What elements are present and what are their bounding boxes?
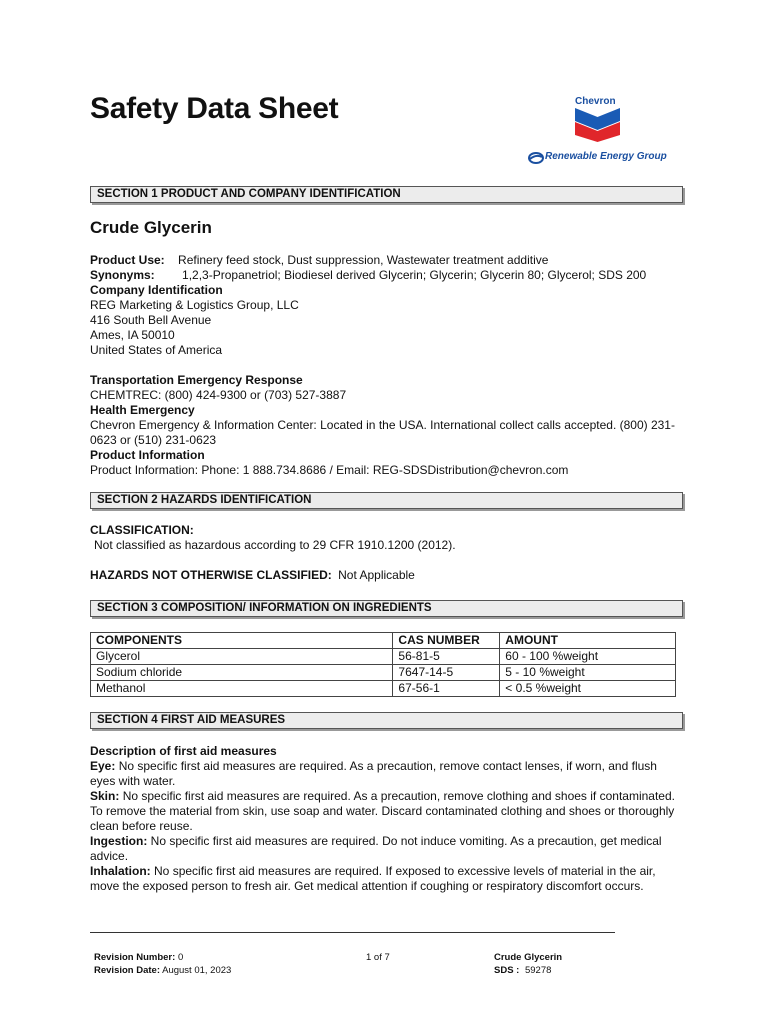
revision-number: Revision Number: 0 bbox=[94, 952, 184, 963]
table-header-row bbox=[91, 633, 676, 649]
table-cell: Sodium chloride bbox=[91, 665, 393, 681]
revision-date: Revision Date: August 01, 2023 bbox=[94, 965, 232, 976]
product-use-label: Product Use: bbox=[90, 253, 165, 267]
section-1-heading: SECTION 1 PRODUCT AND COMPANY IDENTIFICATION bbox=[90, 186, 683, 203]
inhalation-label: Inhalation: bbox=[90, 864, 151, 878]
hnoc-label: HAZARDS NOT OTHERWISE CLASSIFIED: bbox=[90, 568, 332, 582]
skin-value: No specific first aid measures are required. As a precaution, remove clothing and shoes if contaminated. To remove the material from skin, use soap and water. Discard contaminated clothing and shoes or thoroughly clean before reuse. bbox=[90, 789, 675, 833]
product-info-label: Product Information bbox=[90, 448, 205, 462]
product-use-value: Refinery feed stock, Dust suppression, Wastewater treatment additive bbox=[178, 253, 549, 267]
skin-paragraph bbox=[90, 789, 680, 834]
table-cell: 60 - 100 %weight bbox=[500, 649, 676, 665]
table-cell: 67-56-1 bbox=[393, 681, 500, 697]
transport-label: Transportation Emergency Response bbox=[90, 373, 303, 387]
synonyms-line bbox=[90, 268, 646, 283]
ingestion-label: Ingestion: bbox=[90, 834, 148, 848]
ingestion-value: No specific first aid measures are required. Do not induce vomiting. As a precaution, get medical advice. bbox=[90, 834, 662, 863]
address-line: United States of America bbox=[90, 343, 223, 357]
inhalation-paragraph bbox=[90, 864, 680, 894]
product-info-value: Product Information: Phone: 1 888.734.8686 / Email: REG-SDSDistribution@chevron.com bbox=[90, 463, 569, 477]
classification-value: Not classified as hazardous according to 29 CFR 1910.1200 (2012). bbox=[94, 538, 456, 552]
eye-value: No specific first aid measures are required. As a precaution, remove contact lenses, if worn, and flush eyes with water. bbox=[90, 759, 657, 788]
eye-label: Eye: bbox=[90, 759, 116, 773]
footer-divider bbox=[90, 932, 615, 933]
health-label: Health Emergency bbox=[90, 403, 195, 417]
table-cell: 7647-14-5 bbox=[393, 665, 500, 681]
description-label: Description of first aid measures bbox=[90, 744, 277, 758]
hnoc-value: Not Applicable bbox=[338, 568, 415, 582]
skin-label: Skin: bbox=[90, 789, 120, 803]
hnoc-line bbox=[90, 568, 415, 583]
table-cell: < 0.5 %weight bbox=[500, 681, 676, 697]
company-logo bbox=[520, 92, 670, 172]
ingestion-paragraph bbox=[90, 834, 680, 864]
chevron-wordmark: Chevron bbox=[575, 96, 616, 107]
company-id-label: Company Identification bbox=[90, 283, 223, 297]
reg-swoosh-icon bbox=[528, 152, 544, 164]
page-number: 1 of 7 bbox=[366, 952, 390, 963]
section-4-heading: SECTION 4 FIRST AID MEASURES bbox=[90, 712, 683, 729]
table-row bbox=[91, 681, 676, 697]
table-cell: Glycerol bbox=[91, 649, 393, 665]
ingredients-table bbox=[90, 632, 676, 697]
section-2-heading: SECTION 2 HAZARDS IDENTIFICATION bbox=[90, 492, 683, 509]
column-header: CAS NUMBER bbox=[393, 633, 500, 649]
column-header: AMOUNT bbox=[500, 633, 676, 649]
table-row bbox=[91, 665, 676, 681]
chevron-logo-icon bbox=[575, 108, 620, 142]
section-3-heading: SECTION 3 COMPOSITION/ INFORMATION ON INGREDIENTS bbox=[90, 600, 683, 617]
table-row bbox=[91, 649, 676, 665]
page-title: Safety Data Sheet bbox=[90, 92, 339, 125]
eye-paragraph bbox=[90, 759, 680, 789]
address-line: 416 South Bell Avenue bbox=[90, 313, 212, 327]
product-use-line bbox=[90, 253, 548, 268]
footer-product: Crude Glycerin bbox=[494, 952, 563, 963]
column-header: COMPONENTS bbox=[91, 633, 393, 649]
product-name: Crude Glycerin bbox=[90, 218, 212, 237]
address-line: REG Marketing & Logistics Group, LLC bbox=[90, 298, 299, 312]
table-cell: 5 - 10 %weight bbox=[500, 665, 676, 681]
table-cell: Methanol bbox=[91, 681, 393, 697]
inhalation-value: No specific first aid measures are required. If exposed to excessive levels of material in the air, move the exposed person to fresh air. Get medical attention if coughing or respiratory discomfort occurs. bbox=[90, 864, 656, 893]
address-line: Ames, IA 50010 bbox=[90, 328, 175, 342]
synonyms-label: Synonyms: bbox=[90, 268, 155, 282]
synonyms-value: 1,2,3-Propanetriol; Biodiesel derived Glycerin; Glycerin; Glycerin 80; Glycerol; SDS 200 bbox=[182, 268, 647, 282]
table-cell: 56-81-5 bbox=[393, 649, 500, 665]
footer-sds: SDS : 59278 bbox=[494, 965, 552, 976]
health-value: Chevron Emergency & Information Center: Located in the USA. International collect calls accepted. (800) 231-0623 or (510) 231-0623 bbox=[90, 418, 675, 447]
reg-wordmark: Renewable Energy Group bbox=[545, 151, 667, 162]
classification-label: CLASSIFICATION: bbox=[90, 523, 194, 537]
transport-value: CHEMTREC: (800) 424-9300 or (703) 527-3887 bbox=[90, 388, 347, 402]
